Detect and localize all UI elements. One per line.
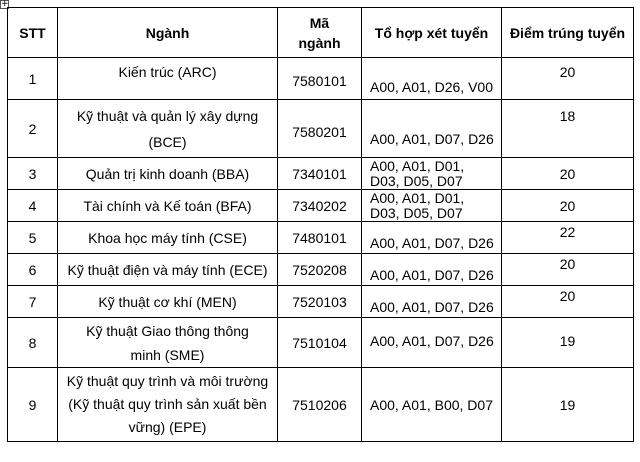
- header-nganh: Ngành: [58, 8, 278, 58]
- row-stt: 6: [8, 254, 58, 286]
- row-diem: 20: [502, 254, 634, 286]
- row-stt: 1: [8, 58, 58, 100]
- row-nganh: Kỹ thuật quy trình và môi trường (Kỹ thuật quy trình sản xuất bền vững) (EPE): [58, 368, 278, 442]
- table-row: [8, 100, 634, 158]
- row-nganh: Kỹ thuật cơ khí (MEN): [58, 286, 278, 318]
- row-to-hop: A00, A01, D07, D26: [362, 318, 502, 368]
- header-to-hop: Tổ hợp xét tuyển: [362, 8, 502, 58]
- row-diem: 18: [502, 100, 634, 158]
- row-nganh: Kỹ thuật và quản lý xây dựng (BCE): [58, 100, 278, 158]
- row-diem: 19: [502, 318, 634, 368]
- header-stt: STT: [8, 8, 58, 58]
- row-stt: 3: [8, 158, 58, 190]
- table-move-handle[interactable]: +: [1, 0, 9, 9]
- table-row: [8, 254, 634, 286]
- row-ma-nganh: 7520208: [278, 254, 362, 286]
- header-diem: Điểm trúng tuyển: [502, 8, 634, 58]
- row-to-hop: A00, A01, D26, V00: [362, 58, 502, 100]
- row-diem: 22: [502, 222, 634, 254]
- row-stt: 5: [8, 222, 58, 254]
- row-nganh: Quản trị kinh doanh (BBA): [58, 158, 278, 190]
- row-to-hop: A00, A01, D07, D26: [362, 100, 502, 158]
- row-diem: 20: [502, 286, 634, 318]
- table-row: [8, 368, 634, 442]
- row-diem: 19: [502, 368, 634, 442]
- row-diem: 20: [502, 58, 634, 100]
- table-row: [8, 158, 634, 190]
- row-diem: 20: [502, 158, 634, 190]
- row-nganh: Tài chính và Kế toán (BFA): [58, 190, 278, 222]
- row-to-hop: A00, A01, D01, D03, D05, D07: [362, 158, 502, 190]
- header-ma-nganh: Mã ngành: [278, 8, 362, 58]
- row-diem: 20: [502, 190, 634, 222]
- table-header-row: [8, 8, 634, 58]
- row-to-hop: A00, A01, D01, D03, D05, D07: [362, 190, 502, 222]
- row-ma-nganh: 7520103: [278, 286, 362, 318]
- row-ma-nganh: 7580101: [278, 58, 362, 100]
- row-to-hop: A00, A01, D07, D26: [362, 222, 502, 254]
- row-ma-nganh: 7510104: [278, 318, 362, 368]
- table-row: [8, 190, 634, 222]
- row-ma-nganh: 7480101: [278, 222, 362, 254]
- admission-score-table: [7, 7, 634, 442]
- row-stt: 7: [8, 286, 58, 318]
- row-ma-nganh: 7340202: [278, 190, 362, 222]
- row-to-hop: A00, A01, D07, D26: [362, 254, 502, 286]
- row-stt: 8: [8, 318, 58, 368]
- row-stt: 4: [8, 190, 58, 222]
- row-stt: 2: [8, 100, 58, 158]
- row-nganh: Kiến trúc (ARC): [58, 58, 278, 100]
- row-nganh: Khoa học máy tính (CSE): [58, 222, 278, 254]
- row-ma-nganh: 7580201: [278, 100, 362, 158]
- table-row: [8, 222, 634, 254]
- row-to-hop: A00, A01, D07, D26: [362, 286, 502, 318]
- row-nganh: Kỹ thuật Giao thông thông minh (SME): [58, 318, 278, 368]
- row-to-hop: A00, A01, B00, D07: [362, 368, 502, 442]
- row-ma-nganh: 7510206: [278, 368, 362, 442]
- row-nganh: Kỹ thuật điện và máy tính (ECE): [58, 254, 278, 286]
- table-row: [8, 58, 634, 100]
- row-stt: 9: [8, 368, 58, 442]
- table-row: [8, 286, 634, 318]
- row-ma-nganh: 7340101: [278, 158, 362, 190]
- table-row: [8, 318, 634, 368]
